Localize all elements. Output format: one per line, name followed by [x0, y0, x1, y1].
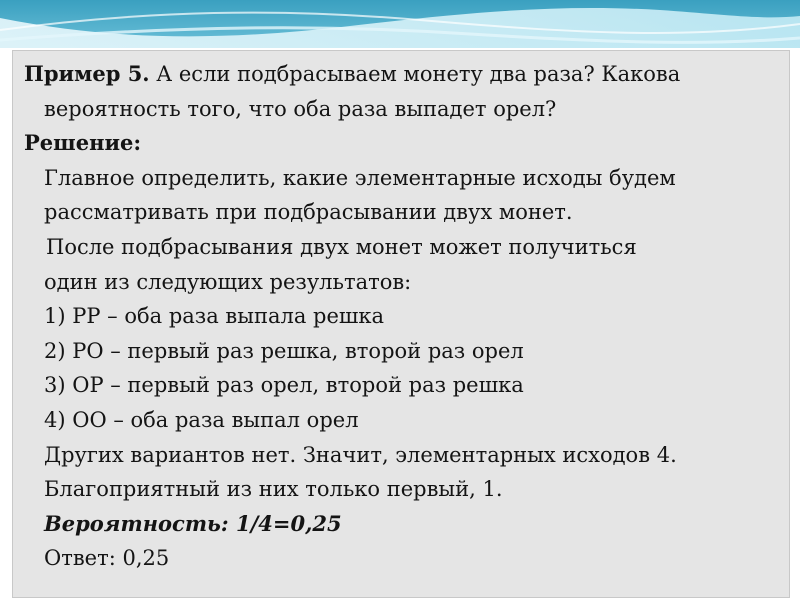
question-line-1 — [24, 57, 784, 92]
question-text-1: А если подбрасываем монету два раза? Какова — [149, 62, 681, 86]
after-line-1: После подбрасывания двух монет может получиться — [46, 234, 637, 259]
conclusion-line-2: Благоприятный из них только первый, 1. — [44, 477, 503, 502]
example-label: Пример 5. — [24, 61, 150, 86]
outcome-1: 1) РР – оба раза выпала решка — [44, 304, 385, 329]
outcome-4: 4) ОО – оба раза выпал орел — [44, 407, 359, 432]
outcome-3: 3) ОР – первый раз орел, второй раз решка — [44, 373, 524, 398]
question-line-2: вероятность того, что оба раза выпадет орел? — [44, 96, 557, 121]
conclusion-line-1: Других вариантов нет. Значит, элементарных исходов 4. — [44, 442, 677, 467]
wave-banner — [0, 0, 800, 50]
solution-heading — [24, 126, 784, 161]
after-line-2: один из следующих результатов: — [44, 269, 412, 294]
slide-text — [24, 57, 784, 576]
solution-label: Решение: — [24, 130, 142, 156]
solution-line-1: Главное определить, какие элементарные исходы будем — [44, 165, 676, 190]
outcome-2: 2) РО – первый раз решка, второй раз орел — [44, 338, 524, 363]
probability-result: Вероятность: 1/4=0,25 — [44, 510, 342, 536]
answer-line: Ответ: 0,25 — [44, 546, 170, 571]
solution-line-2: рассматривать при подбрасывании двух монет. — [44, 200, 573, 225]
